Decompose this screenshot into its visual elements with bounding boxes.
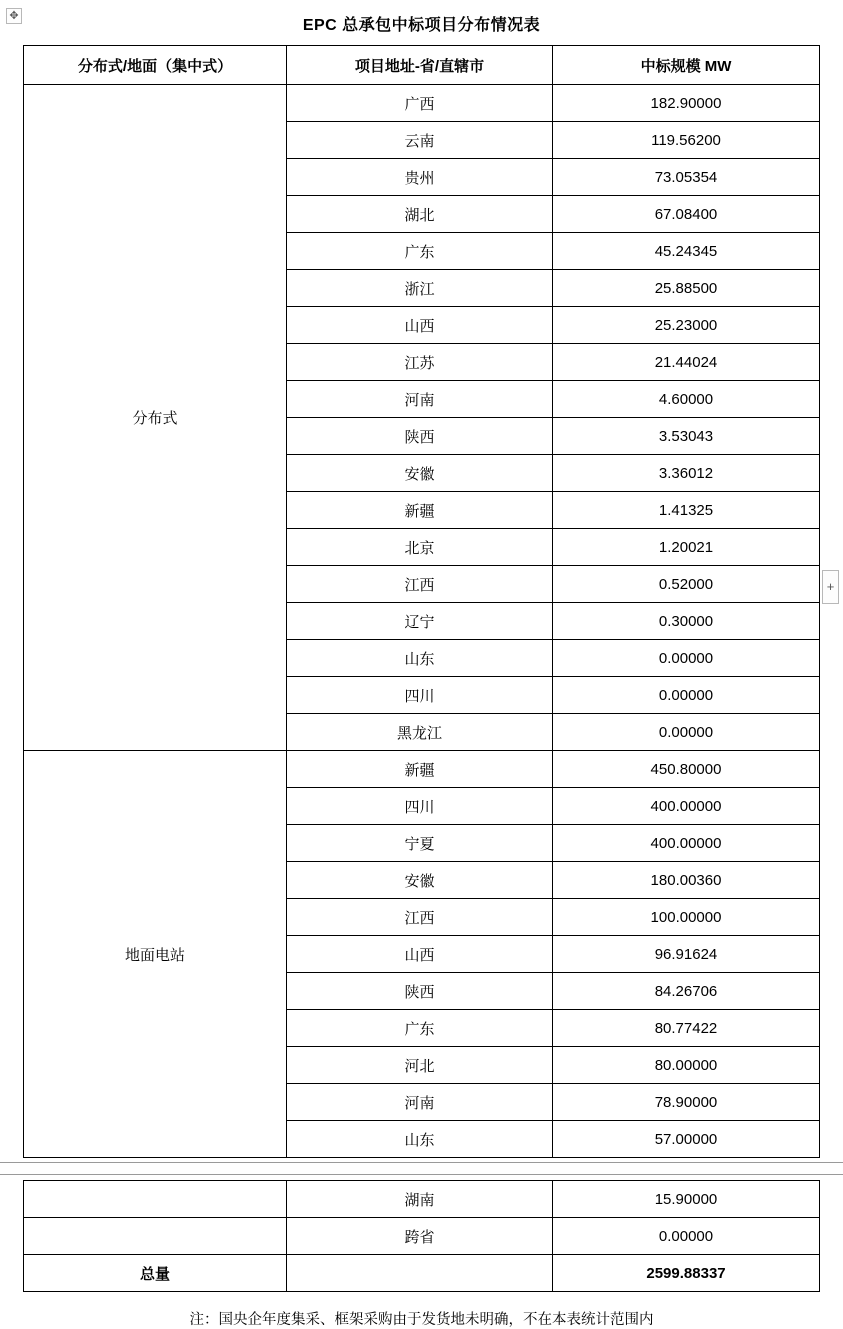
cell-scale: 73.05354 xyxy=(553,159,820,196)
cell-scale: 78.90000 xyxy=(553,1084,820,1121)
cell-scale: 180.00360 xyxy=(553,862,820,899)
cell-scale: 0.30000 xyxy=(553,603,820,640)
cell-scale: 1.41325 xyxy=(553,492,820,529)
cell-scale: 0.00000 xyxy=(553,714,820,751)
cell-scale: 25.23000 xyxy=(553,307,820,344)
cell-province: 山西 xyxy=(287,307,553,344)
cell-province: 宁夏 xyxy=(287,825,553,862)
cell-category-empty xyxy=(24,1218,287,1255)
page-break-line-top xyxy=(0,1162,843,1163)
table-total-row xyxy=(24,1255,820,1292)
cell-province: 浙江 xyxy=(287,270,553,307)
epc-distribution-table xyxy=(23,45,820,1158)
cell-scale: 182.90000 xyxy=(553,85,820,122)
cell-province: 广东 xyxy=(287,1010,553,1047)
cell-province: 陕西 xyxy=(287,973,553,1010)
cell-province: 河北 xyxy=(287,1047,553,1084)
cell-province: 陕西 xyxy=(287,418,553,455)
cell-scale: 84.26706 xyxy=(553,973,820,1010)
table-row xyxy=(24,1181,820,1218)
cell-province: 江西 xyxy=(287,566,553,603)
page-break-line-bottom xyxy=(0,1174,843,1175)
cell-scale: 3.53043 xyxy=(553,418,820,455)
cell-province: 山东 xyxy=(287,1121,553,1158)
page-break-separator xyxy=(0,1158,843,1180)
cell-scale: 45.24345 xyxy=(553,233,820,270)
table-row xyxy=(24,85,820,122)
cell-scale: 15.90000 xyxy=(553,1181,820,1218)
cell-province: 江西 xyxy=(287,899,553,936)
cell-scale: 96.91624 xyxy=(553,936,820,973)
cell-province: 新疆 xyxy=(287,751,553,788)
cell-province: 安徽 xyxy=(287,455,553,492)
total-label: 总量 xyxy=(24,1255,287,1292)
page-title: EPC 总承包中标项目分布情况表 xyxy=(302,17,541,34)
cell-scale: 400.00000 xyxy=(553,825,820,862)
cell-province: 山东 xyxy=(287,640,553,677)
cell-scale: 400.00000 xyxy=(553,788,820,825)
total-spacer-cell xyxy=(287,1255,553,1292)
epc-distribution-table-continued xyxy=(23,1180,820,1292)
cell-scale: 3.36012 xyxy=(553,455,820,492)
cell-province: 安徽 xyxy=(287,862,553,899)
cell-province: 广东 xyxy=(287,233,553,270)
cell-scale: 25.88500 xyxy=(553,270,820,307)
cell-province: 四川 xyxy=(287,788,553,825)
table-move-handle-icon[interactable]: ✥ xyxy=(6,8,22,24)
cell-scale: 1.20021 xyxy=(553,529,820,566)
cell-province: 跨省 xyxy=(287,1218,553,1255)
cell-province: 河南 xyxy=(287,1084,553,1121)
cell-province: 黑龙江 xyxy=(287,714,553,751)
cell-province: 新疆 xyxy=(287,492,553,529)
cell-province: 贵州 xyxy=(287,159,553,196)
cell-scale: 119.56200 xyxy=(553,122,820,159)
cell-province: 山西 xyxy=(287,936,553,973)
cell-province: 云南 xyxy=(287,122,553,159)
cell-province: 四川 xyxy=(287,677,553,714)
category-label-distributed: 分布式 xyxy=(24,85,287,751)
cell-scale: 100.00000 xyxy=(553,899,820,936)
table-header-row xyxy=(24,46,820,85)
cell-province: 湖南 xyxy=(287,1181,553,1218)
category-label-ground-station: 地面电站 xyxy=(24,751,287,1158)
add-row-handle-icon[interactable]: + xyxy=(822,570,839,604)
cell-province: 湖北 xyxy=(287,196,553,233)
cell-province: 辽宁 xyxy=(287,603,553,640)
cell-province: 江苏 xyxy=(287,344,553,381)
column-header-scale: 中标规模 MW xyxy=(553,46,820,85)
cell-scale: 21.44024 xyxy=(553,344,820,381)
cell-scale: 4.60000 xyxy=(553,381,820,418)
cell-scale: 67.08400 xyxy=(553,196,820,233)
cell-scale: 0.00000 xyxy=(553,677,820,714)
cell-scale: 57.00000 xyxy=(553,1121,820,1158)
cell-category-empty xyxy=(24,1181,287,1218)
table-row xyxy=(24,751,820,788)
cell-scale: 450.80000 xyxy=(553,751,820,788)
cell-province: 广西 xyxy=(287,85,553,122)
cell-scale: 0.52000 xyxy=(553,566,820,603)
cell-scale: 0.00000 xyxy=(553,640,820,677)
column-header-province: 项目地址-省/直辖市 xyxy=(287,46,553,85)
cell-scale: 80.00000 xyxy=(553,1047,820,1084)
cell-scale: 80.77422 xyxy=(553,1010,820,1047)
cell-province: 北京 xyxy=(287,529,553,566)
cell-province: 河南 xyxy=(287,381,553,418)
column-header-type: 分布式/地面（集中式） xyxy=(24,46,287,85)
table-footnote: 注：国央企年度集采、框架采购由于发货地未明确，不在本表统计范围内 xyxy=(189,1312,654,1328)
total-value: 2599.88337 xyxy=(553,1255,820,1292)
cell-scale: 0.00000 xyxy=(553,1218,820,1255)
table-row xyxy=(24,1218,820,1255)
